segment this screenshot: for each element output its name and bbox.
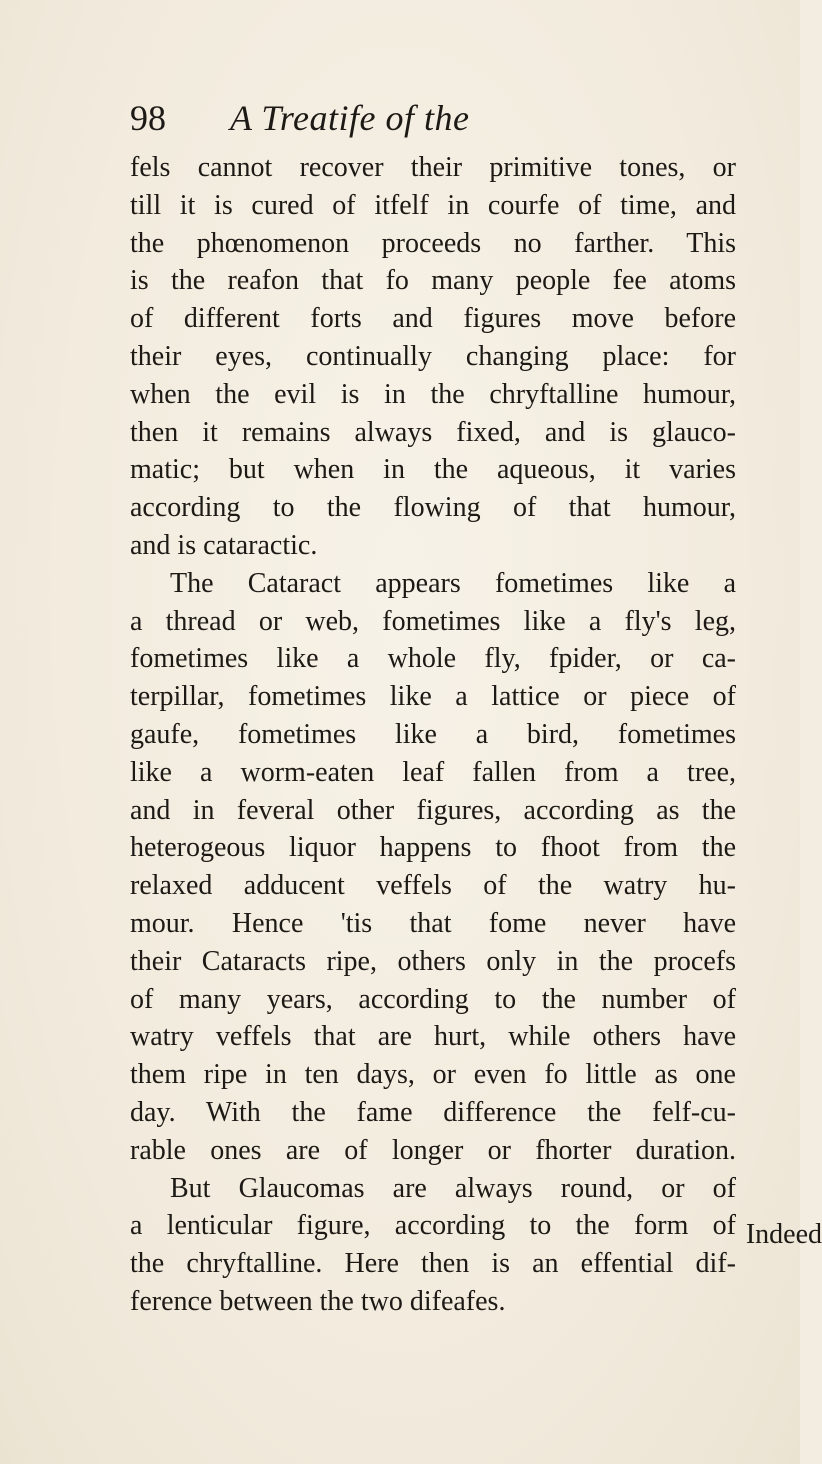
- text-line: heterogeous liquor happens to fhoot from the: [130, 832, 736, 864]
- paragraph-start-line: The Cataract appears fometimes like a: [170, 567, 736, 599]
- text-line: till it is cured of itfelf in courfe of time, and: [130, 189, 736, 221]
- text-line: gaufe, fometimes like a bird, fometimes: [130, 718, 736, 750]
- text-line: when the evil is in the chryftalline humour,: [130, 378, 736, 410]
- text-line: their Cataracts ripe, others only in the procefs: [130, 945, 736, 977]
- text-line: the phœnomenon proceeds no farther. This: [130, 227, 736, 259]
- text-line: their eyes, continually changing place: for: [130, 340, 736, 372]
- text-line: watry veffels that are hurt, while others have: [130, 1021, 736, 1053]
- text-line: a lenticular figure, according to the form of: [130, 1210, 736, 1242]
- text-line: matic; but when in the aqueous, it varies: [130, 454, 736, 486]
- text-line: the chryftalline. Here then is an effential dif-: [130, 1248, 736, 1280]
- text-line: then it remains always fixed, and is glauco-: [130, 416, 736, 448]
- text-line: and in feveral other figures, according as the: [130, 794, 736, 826]
- text-line: relaxed adducent veffels of the watry hu-: [130, 870, 736, 902]
- text-line: fels cannot recover their primitive tones, or: [130, 152, 736, 183]
- text-line: is the reafon that fo many people fee atoms: [130, 265, 736, 297]
- text-line: ference between the two difeafes.: [130, 1285, 506, 1317]
- text-line: them ripe in ten days, or even fo little as one: [130, 1059, 736, 1091]
- text-line: of different forts and figures move before: [130, 303, 736, 335]
- body-text: [130, 149, 736, 1321]
- text-line: of many years, according to the number of: [130, 983, 736, 1015]
- page-header: [130, 94, 730, 142]
- text-line: a thread or web, fometimes like a fly's leg,: [130, 605, 736, 637]
- page-number: 98: [130, 98, 166, 138]
- text-line: terpillar, fometimes like a lattice or piece of: [130, 681, 736, 713]
- text-line: rable ones are of longer or fhorter duration.: [130, 1134, 736, 1166]
- text-line: fometimes like a whole fly, fpider, or ca-: [130, 643, 736, 675]
- text-line: according to the flowing of that humour,: [130, 492, 736, 524]
- catchword: Indeed: [745, 1219, 822, 1250]
- text-line: like a worm-eaten leaf fallen from a tree,: [130, 756, 736, 788]
- text-line: mour. Hence 'tis that fome never have: [130, 907, 736, 939]
- text-line: and is cataractic.: [130, 529, 318, 561]
- paragraph-start-line: But Glaucomas are always round, or of: [170, 1172, 736, 1204]
- running-head: A Treatife of the: [230, 98, 470, 138]
- text-line: day. With the fame difference the felf-cu-: [130, 1096, 736, 1128]
